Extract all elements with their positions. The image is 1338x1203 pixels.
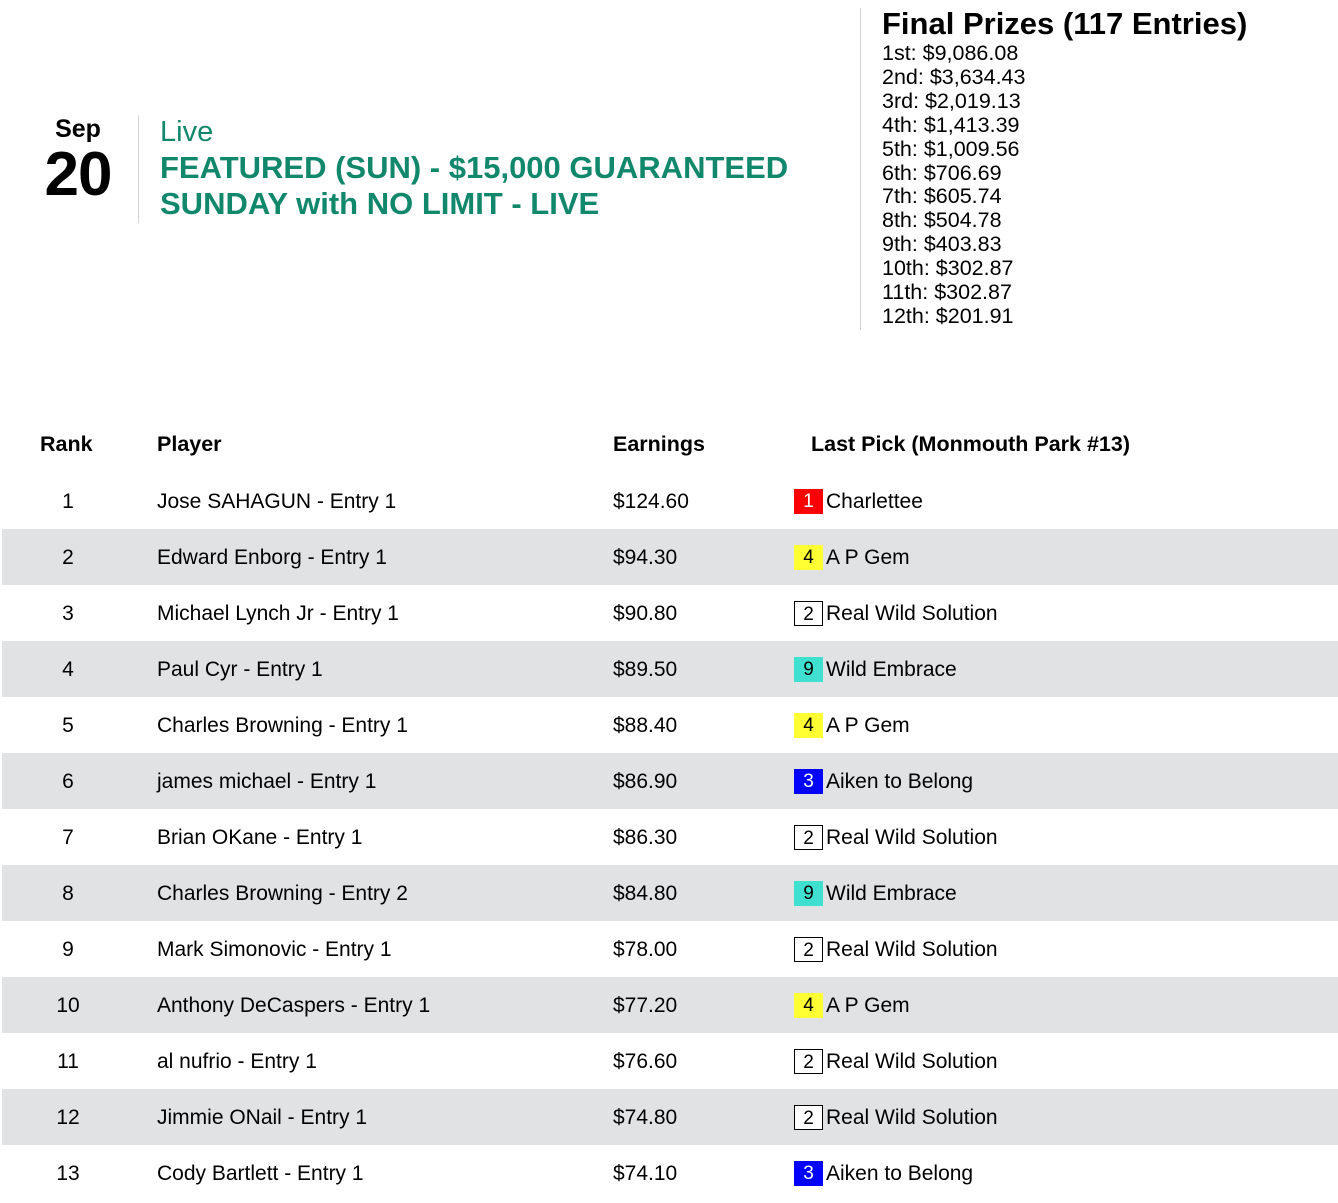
player-cell[interactable]: Mark Simonovic - Entry 1 xyxy=(157,938,392,961)
last-pick-cell xyxy=(794,713,910,738)
post-number-badge: 9 xyxy=(794,657,823,682)
earnings-cell: $86.90 xyxy=(613,770,678,793)
rank-cell: 8 xyxy=(62,882,74,905)
rank-cell: 1 xyxy=(62,490,74,513)
prize-item: 10th: $302.87 xyxy=(882,256,1014,281)
table-row[interactable] xyxy=(2,1145,1338,1201)
player-cell[interactable]: Jose SAHAGUN - Entry 1 xyxy=(157,490,397,513)
player-cell[interactable]: al nufrio - Entry 1 xyxy=(157,1050,317,1073)
post-number-badge: 1 xyxy=(794,489,823,514)
horse-name: A P Gem xyxy=(826,994,910,1017)
rank-cell: 4 xyxy=(62,658,74,681)
last-pick-cell xyxy=(794,657,957,682)
last-pick-cell xyxy=(794,993,910,1018)
horse-name: Real Wild Solution xyxy=(826,826,998,849)
event-title[interactable]: FEATURED (SUN) - $15,000 GUARANTEED SUNDAY with NO LIMIT - LIVE xyxy=(160,150,789,221)
prize-item: 9th: $403.83 xyxy=(882,232,1002,257)
prize-item: 7th: $605.74 xyxy=(882,184,1002,209)
leaderboard-table xyxy=(2,417,1338,1201)
earnings-cell: $84.80 xyxy=(613,882,678,905)
prize-item: 11th: $302.87 xyxy=(882,280,1012,305)
last-pick-cell xyxy=(794,1105,998,1130)
last-pick-cell xyxy=(794,601,998,626)
post-number-badge: 2 xyxy=(794,937,823,962)
last-pick-cell xyxy=(794,545,910,570)
earnings-cell: $124.60 xyxy=(613,490,689,513)
earnings-cell: $86.30 xyxy=(613,826,678,849)
earnings-cell: $90.80 xyxy=(613,602,678,625)
rank-cell: 12 xyxy=(56,1106,80,1129)
last-pick-cell xyxy=(794,1049,998,1074)
prizes-divider xyxy=(860,8,861,330)
post-number-badge: 3 xyxy=(794,769,823,794)
table-row[interactable] xyxy=(2,865,1338,921)
earnings-cell: $74.10 xyxy=(613,1162,678,1185)
table-row[interactable] xyxy=(2,921,1338,977)
header-rank[interactable]: Rank xyxy=(40,432,93,456)
header-earnings[interactable]: Earnings xyxy=(613,432,705,456)
post-number-badge: 3 xyxy=(794,1161,823,1186)
last-pick-cell xyxy=(794,769,973,794)
player-cell[interactable]: Cody Bartlett - Entry 1 xyxy=(157,1162,364,1185)
horse-name: Aiken to Belong xyxy=(826,1162,974,1185)
post-number-badge: 2 xyxy=(794,1049,823,1074)
horse-name: Real Wild Solution xyxy=(826,1106,998,1129)
rank-cell: 6 xyxy=(62,770,74,793)
horse-name: Real Wild Solution xyxy=(826,602,998,625)
table-row[interactable] xyxy=(2,977,1338,1033)
post-number-badge: 4 xyxy=(794,993,823,1018)
prize-list xyxy=(882,42,1322,329)
prize-item: 2nd: $3,634.43 xyxy=(882,64,1026,89)
post-number-badge: 9 xyxy=(794,881,823,906)
player-cell[interactable]: Edward Enborg - Entry 1 xyxy=(157,546,387,569)
player-cell[interactable]: Charles Browning - Entry 2 xyxy=(157,882,408,905)
horse-name: Real Wild Solution xyxy=(826,938,998,961)
final-prizes-panel xyxy=(882,6,1322,329)
table-row[interactable] xyxy=(2,1033,1338,1089)
horse-name: A P Gem xyxy=(826,546,910,569)
horse-name: Charlettee xyxy=(826,490,923,513)
table-row[interactable] xyxy=(2,585,1338,641)
post-number-badge: 2 xyxy=(794,825,823,850)
post-number-badge: 2 xyxy=(794,1105,823,1130)
rank-cell: 13 xyxy=(56,1162,80,1185)
post-number-badge: 4 xyxy=(794,545,823,570)
prize-item: 12th: $201.91 xyxy=(882,303,1014,328)
table-row[interactable] xyxy=(2,473,1338,529)
earnings-cell: $77.20 xyxy=(613,994,678,1017)
header-divider xyxy=(138,115,139,223)
earnings-cell: $89.50 xyxy=(613,658,678,681)
table-row[interactable] xyxy=(2,697,1338,753)
table-body xyxy=(2,473,1338,1201)
prize-item: 8th: $504.78 xyxy=(882,208,1002,233)
table-row[interactable] xyxy=(2,529,1338,585)
earnings-cell: $76.60 xyxy=(613,1050,678,1073)
table-header xyxy=(2,417,1338,473)
header-last-pick[interactable]: Last Pick (Monmouth Park #13) xyxy=(811,432,1130,456)
last-pick-cell xyxy=(794,1161,973,1186)
prize-item: 5th: $1,009.56 xyxy=(882,136,1020,161)
earnings-cell: $74.80 xyxy=(613,1106,678,1129)
rank-cell: 5 xyxy=(62,714,74,737)
prize-item: 3rd: $2,019.13 xyxy=(882,88,1021,113)
last-pick-cell xyxy=(794,825,998,850)
rank-cell: 7 xyxy=(62,826,74,849)
player-cell[interactable]: Brian OKane - Entry 1 xyxy=(157,826,363,849)
post-number-badge: 4 xyxy=(794,713,823,738)
rank-cell: 2 xyxy=(62,546,74,569)
horse-name: Real Wild Solution xyxy=(826,1050,998,1073)
horse-name: Wild Embrace xyxy=(826,882,957,905)
event-info xyxy=(160,114,840,222)
horse-name: Aiken to Belong xyxy=(826,770,974,793)
rank-cell: 11 xyxy=(57,1050,79,1073)
event-status: Live xyxy=(160,116,214,148)
table-row[interactable] xyxy=(2,1089,1338,1145)
earnings-cell: $94.30 xyxy=(613,546,678,569)
player-cell[interactable]: Michael Lynch Jr - Entry 1 xyxy=(157,602,399,625)
prize-item: 1st: $9,086.08 xyxy=(882,41,1019,65)
player-cell[interactable]: Charles Browning - Entry 1 xyxy=(157,714,408,737)
prize-item: 6th: $706.69 xyxy=(882,160,1002,185)
event-date xyxy=(30,112,126,209)
earnings-cell: $88.40 xyxy=(613,714,678,737)
earnings-cell: $78.00 xyxy=(613,938,678,961)
post-number-badge: 2 xyxy=(794,601,823,626)
prizes-title: Final Prizes (117 Entries) xyxy=(882,6,1248,41)
player-cell[interactable]: Paul Cyr - Entry 1 xyxy=(157,658,323,681)
last-pick-cell xyxy=(794,489,923,514)
horse-name: Wild Embrace xyxy=(826,658,957,681)
table-row[interactable] xyxy=(2,753,1338,809)
table-row[interactable] xyxy=(2,809,1338,865)
player-cell[interactable]: Jimmie ONail - Entry 1 xyxy=(157,1106,368,1129)
event-day: 20 xyxy=(44,140,112,209)
rank-cell: 10 xyxy=(56,994,80,1017)
horse-name: A P Gem xyxy=(826,714,910,737)
event-month: Sep xyxy=(55,115,101,143)
rank-cell: 9 xyxy=(62,938,74,961)
player-cell[interactable]: Anthony DeCaspers - Entry 1 xyxy=(157,994,431,1017)
rank-cell: 3 xyxy=(62,602,74,625)
prize-item: 4th: $1,413.39 xyxy=(882,112,1020,137)
table-row[interactable] xyxy=(2,641,1338,697)
last-pick-cell xyxy=(794,881,957,906)
header-player[interactable]: Player xyxy=(157,432,222,456)
player-cell[interactable]: james michael - Entry 1 xyxy=(157,770,377,793)
last-pick-cell xyxy=(794,937,998,962)
